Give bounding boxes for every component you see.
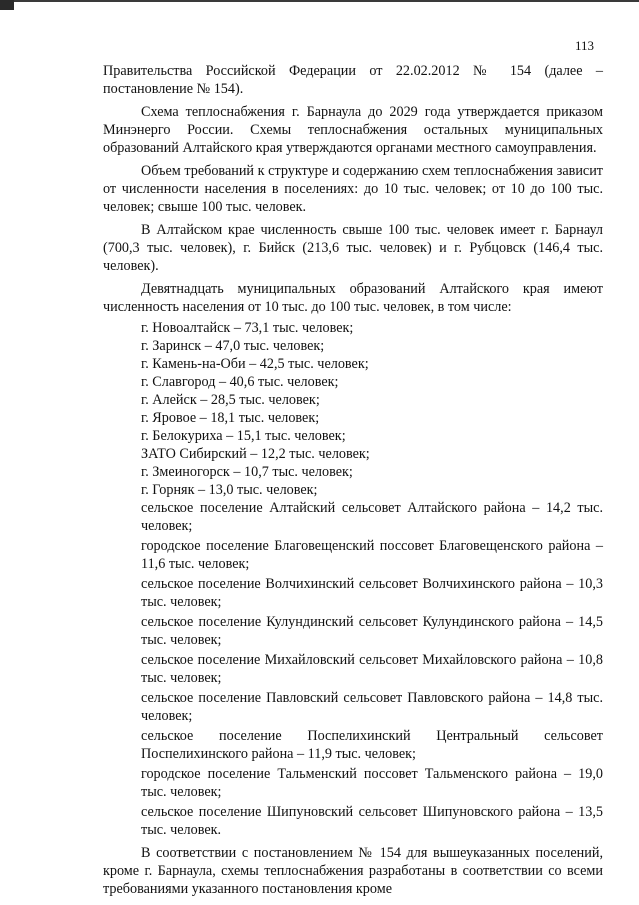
list-item: г. Новоалтайск – 73,1 тыс. человек; <box>141 320 354 336</box>
paragraph-compliance: В соответствии с постановлением № 154 для вышеуказанных поселений, кроме г. Барнаула, схемы теплоснабжения разработаны в соответствии со всеми требованиями указанного постановления кроме <box>103 845 603 897</box>
paragraph-nineteen-municipalities: Девятнадцать муниципальных образований Алтайского края имеют численность населения от 10 тыс. до 100 тыс. человек, в том числе: <box>103 281 603 315</box>
list-item: сельское поселение Алтайский сельсовет Алтайского района – 14,2 тыс. человек; <box>141 500 603 534</box>
list-item: городское поселение Тальменский поссовет Тальменского района – 19,0 тыс. человек; <box>141 766 603 800</box>
scan-corner-mark <box>0 0 14 10</box>
scan-top-edge <box>0 0 639 2</box>
list-item: г. Алейск – 28,5 тыс. человек; <box>141 392 320 408</box>
list-item: сельское поселение Михайловский сельсовет Михайловского района – 10,8 тыс. человек; <box>141 652 603 686</box>
list-item: сельское поселение Волчихинский сельсовет Волчихинского района – 10,3 тыс. человек; <box>141 576 603 610</box>
list-item: г. Змеиногорск – 10,7 тыс. человек; <box>141 464 353 480</box>
paragraph-requirements-volume: Объем требований к структуре и содержанию схем теплоснабжения зависит от численности населения в поселениях: до 10 тыс. человек; от 10 до 100 тыс. человек; свыше 100 тыс. человек. <box>103 163 603 215</box>
paragraph-scheme-approval: Схема теплоснабжения г. Барнаула до 2029 года утверждается приказом Минэнерго России. Схемы теплоснабжения остальных муниципальных образований Алтайского края утверждаются органами местного самоуправления. <box>103 104 603 156</box>
paragraph-decree-ref: Правительства Российской Федерации от 22.02.2012 № 154 (далее – постановление № 154). <box>103 63 603 97</box>
list-item: ЗАТО Сибирский – 12,2 тыс. человек; <box>141 446 370 462</box>
list-item: г. Яровое – 18,1 тыс. человек; <box>141 410 320 426</box>
list-item: сельское поселение Шипуновский сельсовет Шипуновского района – 13,5 тыс. человек. <box>141 804 603 838</box>
municipality-list <box>103 319 603 839</box>
list-item: г. Горняк – 13,0 тыс. человек; <box>141 482 318 498</box>
list-item: г. Камень-на-Оби – 42,5 тыс. человек; <box>141 356 369 372</box>
list-item: городское поселение Благовещенский поссовет Благовещенского района – 11,6 тыс. человек; <box>141 538 603 572</box>
list-item: сельское поселение Кулундинский сельсовет Кулундинского района – 14,5 тыс. человек; <box>141 614 603 648</box>
list-item: г. Заринск – 47,0 тыс. человек; <box>141 338 325 354</box>
list-item: г. Славгород – 40,6 тыс. человек; <box>141 374 339 390</box>
list-item: сельское поселение Поспелихинский Центральный сельсовет Поспелихинского района – 11,9 тыс. человек; <box>141 728 603 762</box>
paragraph-large-cities: В Алтайском крае численность свыше 100 тыс. человек имеет г. Барнаул (700,3 тыс. человек), г. Бийск (213,6 тыс. человек) и г. Рубцовск (146,4 тыс. человек). <box>103 222 603 274</box>
list-item: сельское поселение Павловский сельсовет Павловского района – 14,8 тыс. человек; <box>141 690 603 724</box>
list-item: г. Белокуриха – 15,1 тыс. человек; <box>141 428 346 444</box>
document-body <box>103 62 603 898</box>
page-number: 113 <box>575 38 595 53</box>
